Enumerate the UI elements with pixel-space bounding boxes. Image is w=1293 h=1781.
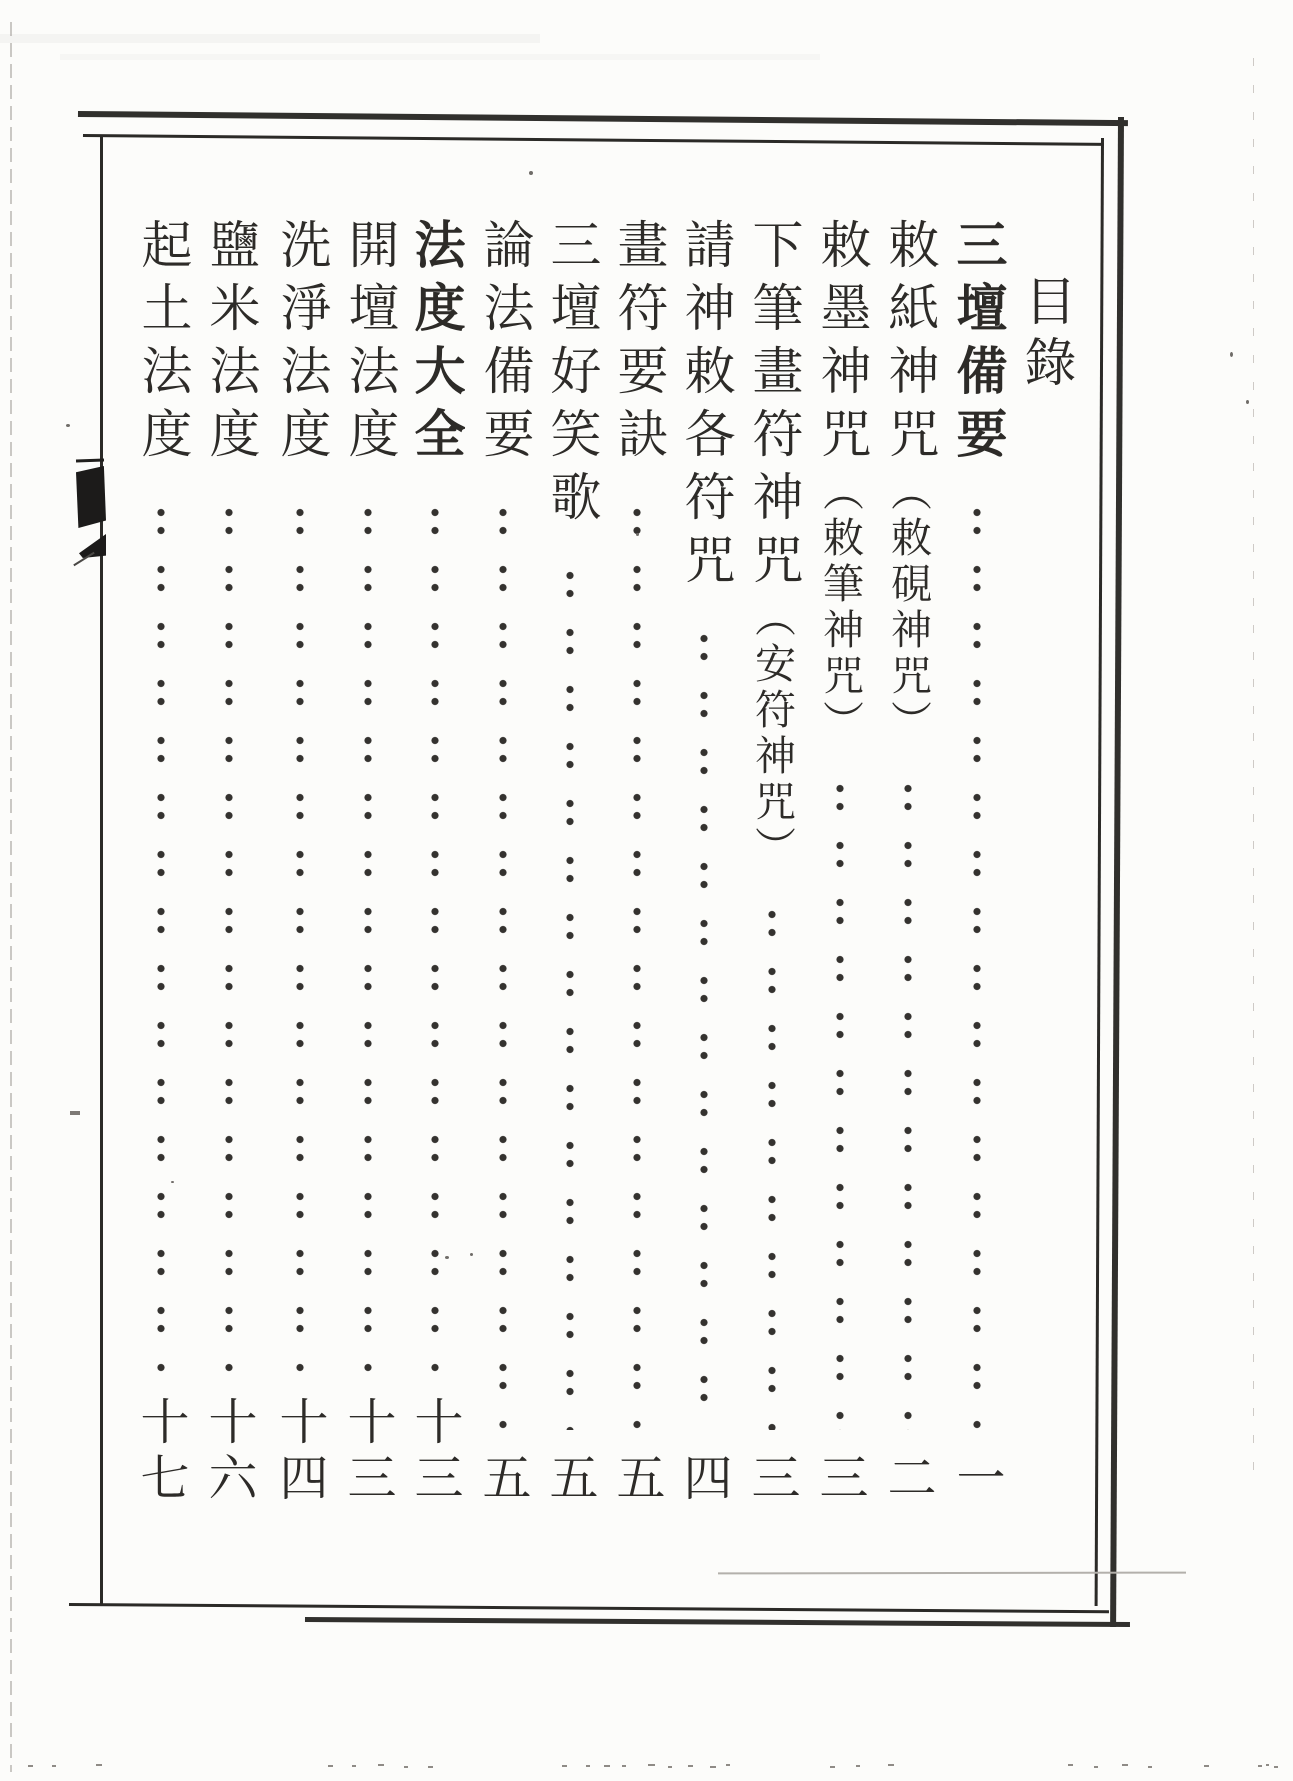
dotted-leader — [224, 484, 234, 1374]
scan-speck — [70, 1111, 80, 1115]
scan-noise-dash — [352, 1765, 356, 1767]
toc-entry-title — [807, 218, 873, 746]
scan-noise-dash — [1274, 1766, 1278, 1768]
toc-entry-main-text: 敕紙神咒 — [879, 218, 938, 470]
dotted-leader — [835, 760, 845, 1430]
page-number: 二 — [880, 1452, 937, 1508]
dotted-leader — [767, 886, 777, 1430]
page-number: 十六 — [201, 1396, 258, 1508]
page-number: 十四 — [272, 1396, 329, 1508]
toc-entry-main-text: 三壇備要 — [947, 218, 1007, 470]
scan-noise-dash — [1094, 1766, 1098, 1768]
page-number: 五 — [609, 1452, 666, 1508]
scan-streak — [60, 54, 820, 60]
scan-speck — [529, 171, 533, 175]
scan-noise-dash — [648, 1764, 655, 1766]
toc-entry-main-text: 請神敕各符咒 — [675, 218, 734, 596]
toc-entry — [875, 218, 941, 1508]
toc-entry-sub-text: （敕筆神咒） — [816, 470, 864, 746]
scan-artifact-blob — [76, 466, 106, 528]
scan-noise-dash — [622, 1765, 626, 1767]
dotted-leader — [903, 760, 913, 1430]
scan-noise-dash — [428, 1766, 433, 1768]
page-number: 十三 — [407, 1396, 464, 1508]
scan-noise-dash — [710, 1766, 716, 1768]
toc-entry-title — [128, 218, 194, 470]
toc-entry — [944, 218, 1010, 1508]
scan-noise-dash — [586, 1765, 590, 1767]
scan-noise-dash — [1204, 1765, 1209, 1767]
page-number: 一 — [949, 1452, 1006, 1508]
dotted-leader — [363, 484, 373, 1374]
scan-noise-dash — [668, 1766, 672, 1768]
scan-noise-dash — [28, 1765, 33, 1767]
scan-noise-dash — [328, 1765, 333, 1767]
page-frame-outer-top — [78, 111, 1128, 126]
dotted-leader — [498, 484, 508, 1430]
toc-entry — [537, 218, 603, 1508]
page-frame-inner-top — [83, 134, 1104, 146]
page-frame-inner-bottom — [69, 1603, 1109, 1613]
scan-noise-dash — [1266, 1764, 1269, 1766]
toc-entry — [267, 218, 333, 1508]
dotted-leader — [972, 484, 982, 1430]
toc-entry-title — [604, 218, 670, 470]
scan-noise-dash — [1148, 1766, 1152, 1768]
scan-speck — [1230, 352, 1233, 357]
dotted-leader — [295, 484, 305, 1374]
toc-entry-title — [739, 218, 805, 872]
toc-entry — [196, 218, 262, 1508]
scan-speck — [1246, 400, 1249, 404]
scan-speck — [470, 1253, 473, 1256]
page-frame-inner-left — [100, 136, 103, 1606]
toc-entry-title — [196, 218, 262, 470]
toc-entry-title — [537, 218, 603, 533]
scan-speck — [66, 424, 70, 427]
toc-entry-title — [875, 218, 941, 746]
scan-streak — [0, 34, 540, 43]
scan-speck — [171, 1181, 174, 1183]
toc-entry-title — [402, 218, 468, 470]
toc-entry-title — [671, 218, 737, 596]
toc-entry — [470, 218, 536, 1508]
toc-entry-main-text: 鹽米法度 — [200, 218, 259, 470]
toc-entry-sub-text: （安符神咒） — [748, 596, 796, 872]
page-number: 十七 — [133, 1396, 190, 1508]
toc-entry — [671, 218, 737, 1508]
scan-noise-dash — [378, 1764, 384, 1766]
dotted-leader — [632, 484, 642, 1430]
scan-noise-dash — [52, 1765, 56, 1767]
toc-entry-title — [470, 218, 536, 470]
scan-noise-dash — [404, 1766, 408, 1768]
dotted-leader — [565, 547, 575, 1430]
toc-entry-main-text: 法度大全 — [405, 218, 465, 470]
toc-entry — [335, 218, 401, 1508]
page-frame-inner-right — [1095, 138, 1104, 1606]
toc-entry-main-text: 三壇好笑歌 — [541, 218, 600, 533]
toc-entry-main-text: 敕墨神咒 — [811, 218, 870, 470]
scan-noise-dash — [1258, 1765, 1262, 1767]
toc-entry-main-text: 下筆畫符神咒 — [743, 218, 802, 596]
toc-entry — [604, 218, 670, 1508]
page-number: 三 — [812, 1452, 869, 1508]
page-number: 四 — [676, 1452, 733, 1508]
toc-entry — [739, 218, 805, 1508]
toc-entry-title — [267, 218, 333, 470]
page-number: 十三 — [340, 1396, 397, 1508]
dotted-leader — [156, 484, 166, 1374]
scan-noise-dash — [562, 1765, 567, 1767]
toc-entry — [807, 218, 873, 1508]
dotted-leader — [430, 484, 440, 1374]
scan-noise-dash — [830, 1766, 835, 1768]
page-number: 五 — [542, 1452, 599, 1508]
toc-entry-main-text: 洗淨法度 — [271, 218, 330, 470]
toc-entry-title — [335, 218, 401, 470]
scan-noise-dash — [888, 1764, 894, 1766]
scan-speck — [445, 1256, 449, 1259]
page-number: 三 — [744, 1452, 801, 1508]
scan-noise-dash — [726, 1764, 730, 1766]
scan-noise-dash — [96, 1764, 102, 1766]
page-number: 五 — [475, 1452, 532, 1508]
toc-entry-title — [944, 218, 1010, 470]
scan-noise-dash — [604, 1765, 610, 1767]
toc-entry-main-text: 畫符要訣 — [608, 218, 667, 470]
toc-heading: 目錄 — [1015, 274, 1075, 396]
page-frame-outer-bottom — [305, 1617, 1130, 1627]
dotted-leader — [699, 610, 709, 1430]
toc-entry — [128, 218, 194, 1508]
toc-entry — [402, 218, 468, 1508]
toc-entry-main-text: 起土法度 — [132, 218, 191, 470]
toc-entry-main-text: 開壇法度 — [339, 218, 398, 470]
toc-entry-sub-text: （敕硯神咒） — [884, 470, 932, 746]
scan-noise-dash — [1068, 1764, 1073, 1766]
scanner-edge-line-right — [1253, 58, 1254, 1470]
page-frame-outer-right — [1110, 117, 1124, 1627]
scan-noise-dash — [688, 1765, 693, 1767]
scan-noise-dash — [1122, 1764, 1128, 1766]
scanner-edge-line-left — [10, 22, 12, 1772]
toc-entry-main-text: 論法備要 — [474, 218, 533, 470]
scan-speck — [636, 533, 639, 536]
scan-noise-dash — [856, 1765, 860, 1767]
